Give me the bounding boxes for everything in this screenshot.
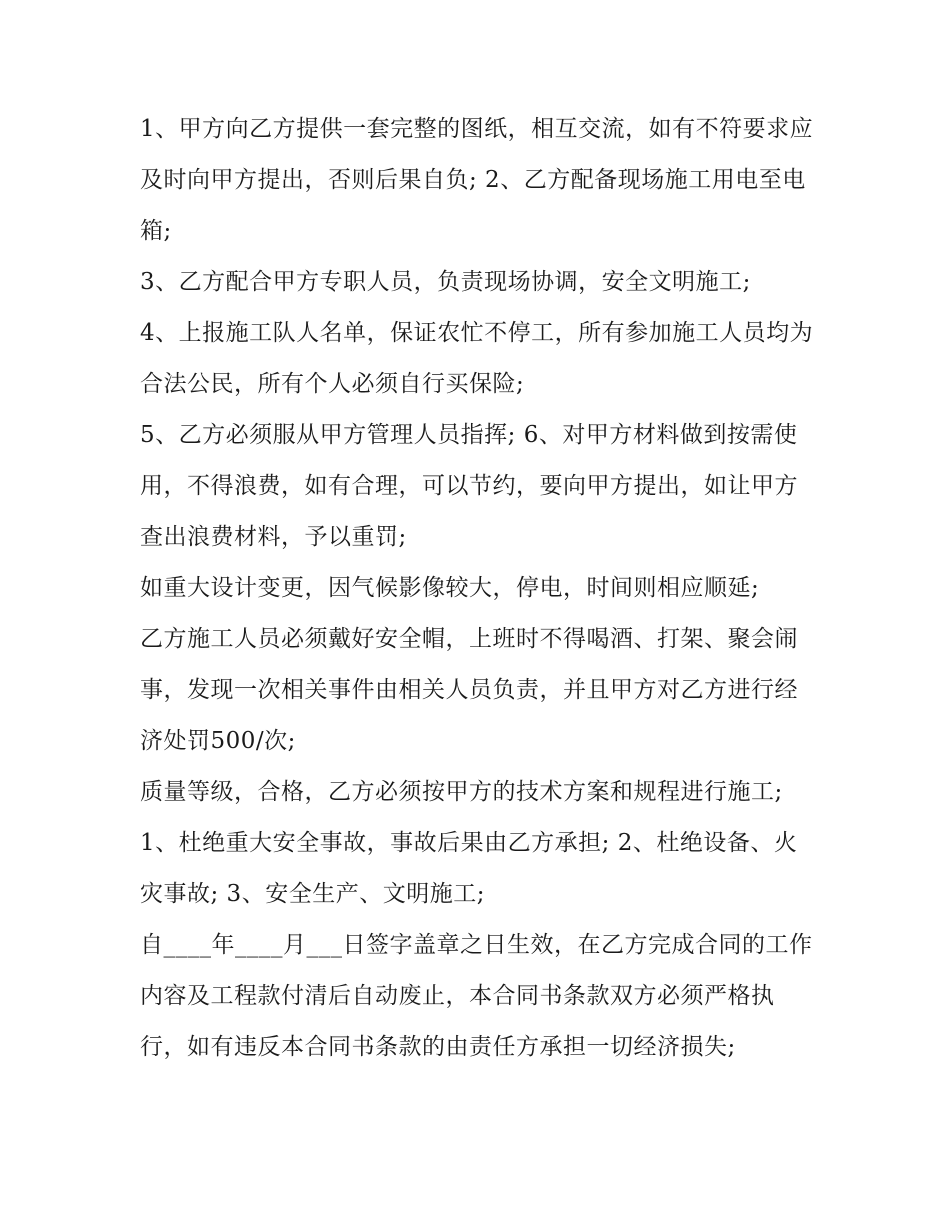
paragraph-safety: 乙方施工人员必须戴好安全帽，上班时不得喝酒、打架、聚会闹事，发现一次相关事件由相关人员负责，并且甲方对乙方进行经济处罚500/次;: [140, 626, 798, 754]
paragraph-clause-5-6: 5、乙方必须服从甲方管理人员指挥; 6、对甲方材料做到按需使用，不得浪费，如有合理，可以节约，要向甲方提出，如让甲方查出浪费材料，予以重罚;: [140, 422, 798, 550]
paragraph-design-change: 如重大设计变更，因气候影像较大，停电，时间则相应顺延;: [140, 575, 760, 601]
paragraph-clause-1-2: 1、甲方向乙方提供一套完整的图纸，相互交流，如有不符要求应及时向甲方提出，否则后果自负; 2、乙方配备现场施工用电至电箱;: [140, 116, 814, 244]
paragraph-quality: 质量等级，合格，乙方必须按甲方的技术方案和规程进行施工; 1、杜绝重大安全事故，事故后果由乙方承担; 2、杜绝设备、火灾事故; 3、安全生产、文明施工;: [140, 779, 798, 907]
paragraph-effective-date: 自____年____月___日签字盖章之日生效，在乙方完成合同的工作内容及工程款付清后自动废止，本合同书条款双方必须严格执行，如有违反本合同书条款的由责任方承担一切经济损失;: [140, 932, 813, 1060]
paragraph-clause-3: 3、乙方配合甲方专职人员，负责现场协调，安全文明施工;: [140, 269, 751, 295]
paragraph-clause-4: 4、上报施工队人名单，保证农忙不停工，所有参加施工人员均为合法公民，所有个人必须自行买保险;: [140, 320, 814, 397]
document-body: [140, 104, 820, 1073]
